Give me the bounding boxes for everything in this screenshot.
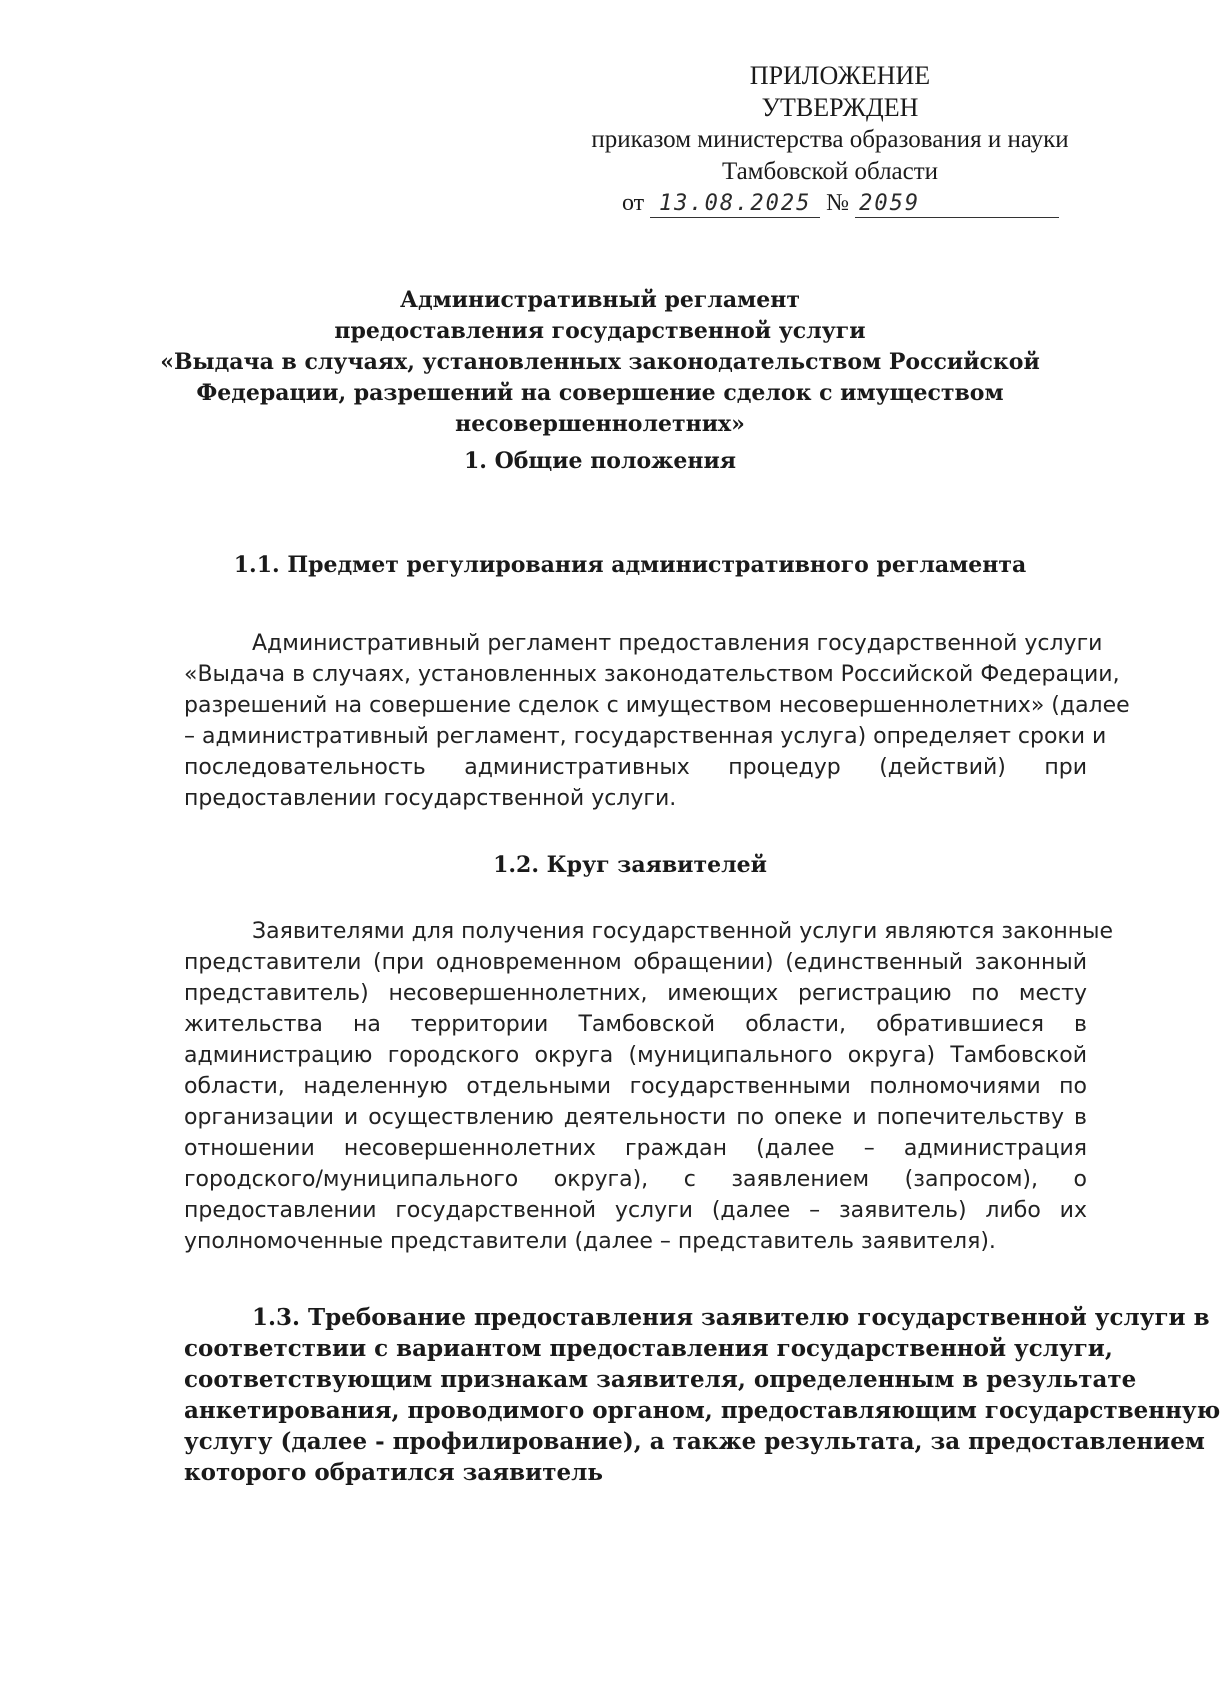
region-label: Тамбовской области	[721, 158, 939, 185]
number-label: №	[826, 190, 850, 216]
title-line: Федерации, разрешений на совершение сделок с имуществом	[196, 380, 1004, 406]
from-label: от	[622, 190, 645, 216]
heading-line: соответствии с вариантом предоставления государственной услуги,	[184, 1335, 1113, 1362]
section-1-1-paragraph	[184, 628, 1130, 814]
order-of-label: приказом министерства образования и науки	[591, 126, 1069, 153]
paragraph-line: – административный регламент, государственная услуга) определяет сроки и	[184, 724, 1107, 749]
title-line: «Выдача в случаях, установленных законодательством Российской	[160, 349, 1040, 375]
order-date-number	[622, 190, 1059, 218]
order-date: 13.08.2025	[658, 191, 812, 216]
section-1-2-heading: 1.2. Круг заявителей	[493, 852, 767, 878]
section-1-heading: 1. Общие положения	[463, 448, 737, 474]
title-line: несовершеннолетних»	[455, 411, 745, 437]
title-line: предоставления государственной услуги	[334, 318, 866, 344]
document-title	[150, 285, 1050, 440]
section-1-1-heading: 1.1. Предмет регулирования административного регламента	[233, 552, 1027, 578]
paragraph-line: представитель) несовершеннолетних, имеющих регистрацию по месту	[184, 981, 1087, 1006]
paragraph-line: городского/муниципального округа), с заявлением (запросом), о	[184, 1167, 1087, 1192]
heading-line: анкетирования, проводимого органом, предоставляющим государственную	[184, 1397, 1220, 1424]
order-number: 2059	[859, 191, 921, 216]
paragraph-line: администрацию городского округа (муниципального округа) Тамбовской	[184, 1043, 1087, 1068]
approved-label: УТВЕРЖДЕН	[761, 93, 919, 122]
section-1-3-heading	[184, 1302, 1220, 1488]
title-line: Административный регламент	[400, 287, 800, 313]
heading-line: услугу (далее - профилирование), а также результата, за предоставлением	[184, 1428, 1205, 1455]
paragraph-line: предоставлении государственной услуги (далее – заявитель) либо их	[184, 1198, 1087, 1223]
paragraph-line: Заявителями для получения государственной услуги являются законные	[252, 919, 1114, 944]
approval-header	[540, 60, 1120, 188]
paragraph-line: разрешений на совершение сделок с имуществом несовершеннолетних» (далее	[184, 693, 1130, 718]
section-1-2-paragraph	[184, 916, 1114, 1257]
paragraph-line: области, наделенную отдельными государственными полномочиями по	[184, 1074, 1087, 1099]
paragraph-line: предоставлении государственной услуги.	[184, 786, 677, 811]
paragraph-line: последовательность административных процедур (действий) при	[184, 755, 1087, 780]
paragraph-line: уполномоченные представители (далее – представитель заявителя).	[184, 1229, 996, 1254]
heading-line: соответствующим признакам заявителя, определенным в результате	[184, 1366, 1137, 1393]
paragraph-line: отношении несовершеннолетних граждан (далее – администрация	[184, 1136, 1087, 1161]
paragraph-line: Административный регламент предоставления государственной услуги	[252, 631, 1103, 656]
paragraph-line: представители (при одновременном обращении) (единственный законный	[184, 950, 1087, 975]
heading-line: которого обратился заявитель	[184, 1459, 603, 1486]
paragraph-line: жительства на территории Тамбовской области, обратившиеся в	[184, 1012, 1087, 1037]
appendix-label: ПРИЛОЖЕНИЕ	[749, 61, 931, 90]
paragraph-line: организации и осуществлению деятельности по опеке и попечительству в	[184, 1105, 1087, 1130]
heading-line: 1.3. Требование предоставления заявителю государственной услуги в	[252, 1304, 1210, 1331]
paragraph-line: «Выдача в случаях, установленных законодательством Российской Федерации,	[184, 662, 1120, 687]
